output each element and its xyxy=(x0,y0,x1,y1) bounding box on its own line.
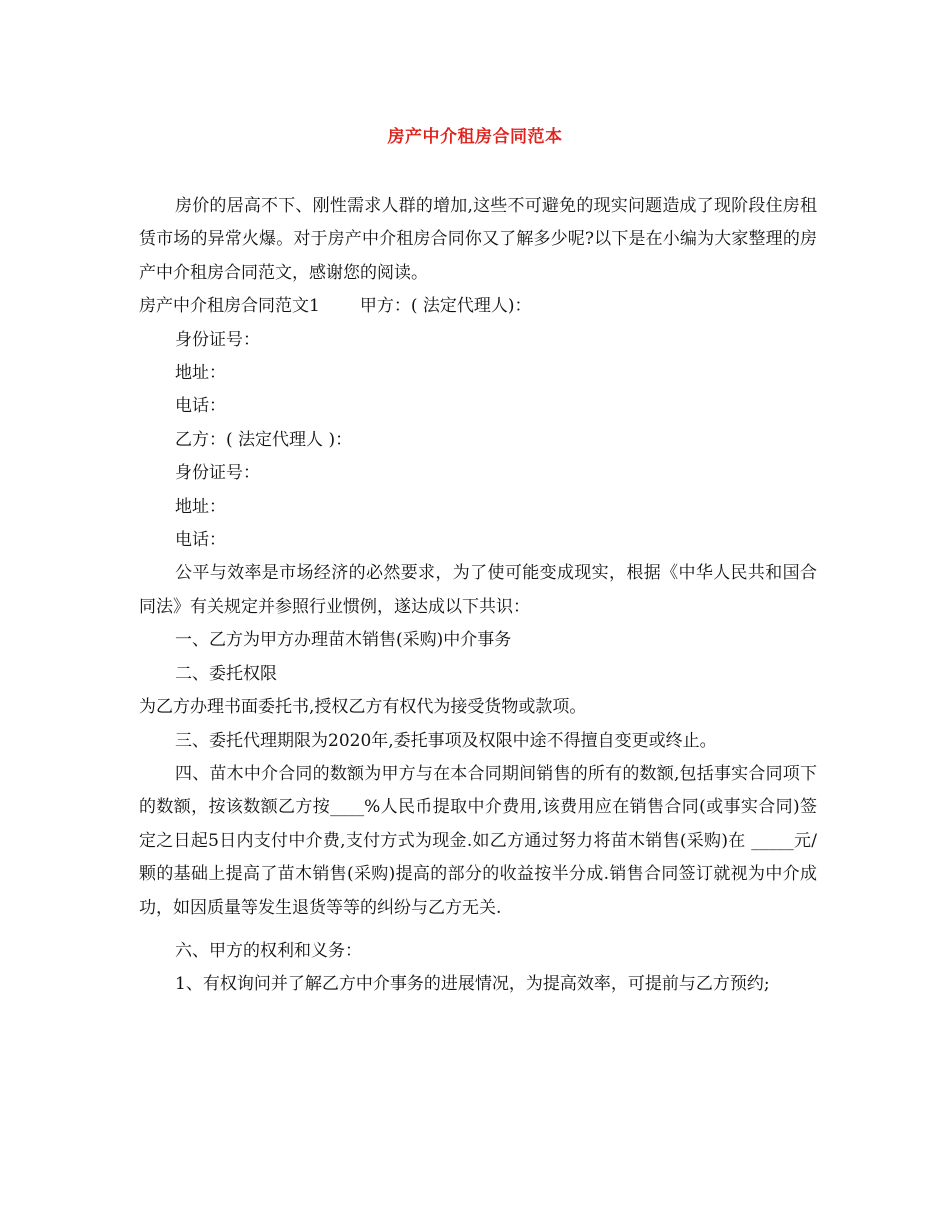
clause-1: 一、乙方为甲方办理苗木销售(采购)中介事务 xyxy=(175,630,512,651)
clause-4: 四、苗木中介合同的数额为甲方与在本合同期间销售的所有的数额,包括事实合同项下的数额，按该数额乙方按____%人民币提取中介费用,该费用应在销售合同(或事实合同)签定之日起5日内支付中介费,支付方式为现金.如乙方通过努力将苗木销售(采购)在 _____元/颗的基础上提高了苗木销售(采购)提高的部分的收益按半分成.销售合同签订就视为中介成功，如因质量等发生退货等等的纠纷与乙方无关. xyxy=(139,763,817,918)
party-a-address: 地址： xyxy=(175,363,226,384)
clause-2-detail: 为乙方办理书面委托书,授权乙方有权代为接受货物或款项。 xyxy=(139,697,587,718)
clause-6-1: 1、有权询问并了解乙方中介事务的进展情况，为提高效率，可提前与乙方预约; xyxy=(175,974,770,995)
section-heading-line xyxy=(139,290,817,323)
document-body xyxy=(139,190,817,1002)
preamble-paragraph: 公平与效率是市场经济的必然要求，为了使可能变成现实，根据《中华人民共和国合同法》有关规定并参照行业惯例，遂达成以下共识： xyxy=(139,563,817,617)
party-b-address: 地址： xyxy=(175,496,226,517)
party-a-phone: 电话： xyxy=(175,396,226,417)
clause-2: 二、委托权限 xyxy=(175,663,277,684)
party-b-id: 身份证号： xyxy=(175,463,260,484)
section-heading: 房产中介租房合同范文1 xyxy=(139,296,320,317)
party-b-label: 乙方：( 法定代理人 )： xyxy=(175,429,353,450)
intro-paragraph: 房价的居高不下、刚性需求人群的增加,这些不可避免的现实问题造成了现阶段住房租赁市场的异常火爆。对于房产中介租房合同你又了解多少呢?以下是在小编为大家整理的房产中介租房合同范文，感谢您的阅读。 xyxy=(139,196,817,283)
party-a-id: 身份证号： xyxy=(175,329,260,350)
clause-3: 三、委托代理期限为2020年,委托事项及权限中途不得擅自变更或终止。 xyxy=(175,730,717,751)
clause-6: 六、甲方的权利和义务： xyxy=(175,940,362,961)
document-title: 房产中介租房合同范本 xyxy=(387,127,563,147)
party-b-phone: 电话： xyxy=(175,530,226,551)
party-a-label: 甲方：( 法定代理人)： xyxy=(359,296,532,317)
